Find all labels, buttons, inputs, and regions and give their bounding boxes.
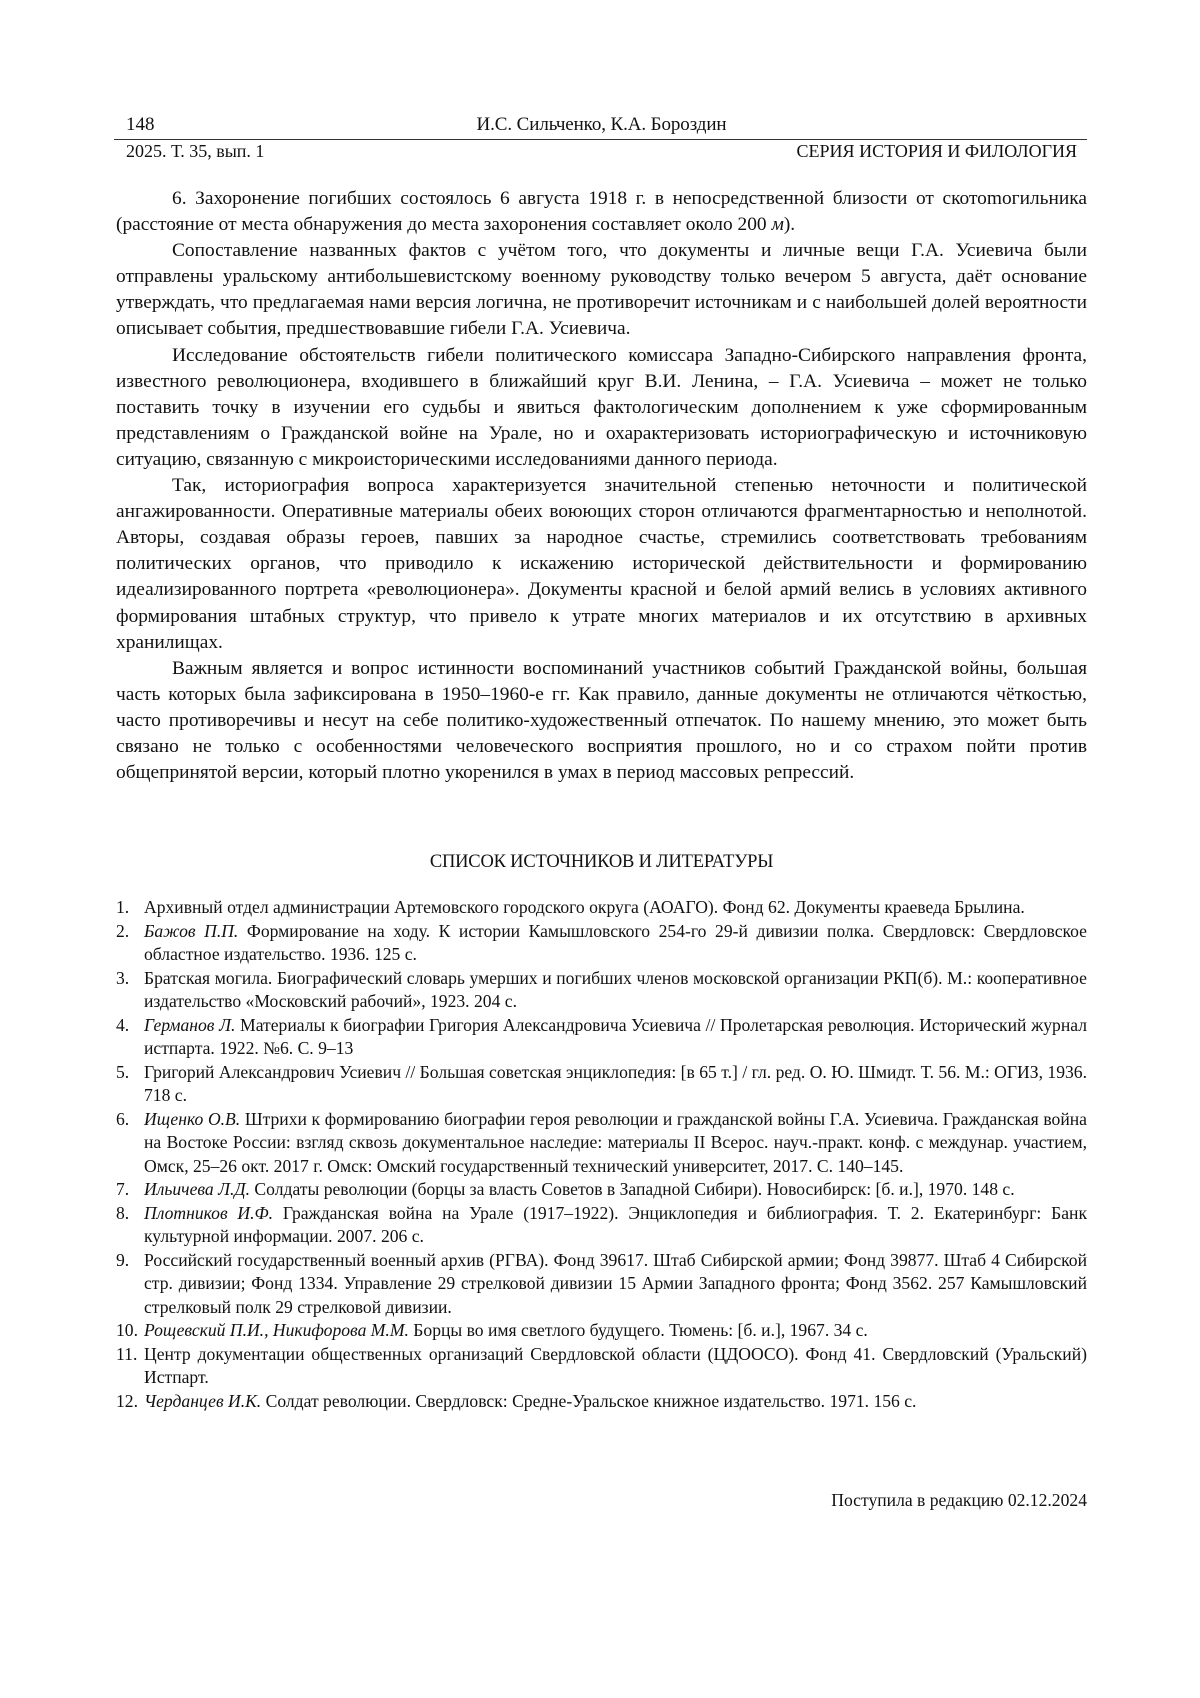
reference-author: Рощевский П.И., Никифорова М.М. (144, 1320, 409, 1340)
series-title: СЕРИЯ ИСТОРИЯ И ФИЛОЛОГИЯ (796, 141, 1077, 161)
reference-text: Борцы во имя светлого будущего. Тюмень: [б. и.], 1967. 34 с. (408, 1320, 868, 1340)
paragraph: Исследование обстоятельств гибели политического комиссара Западно-Сибирского направления фронта, известного революционера, входившего в ближайший круг В.И. Ленина, – Г.А. Усиевича – может не только поставить точку в изучении его судьбы и явиться фактологическим дополнением к уже сформированным представлениям о Гражданской войне на Урале, но и охарактеризовать историографическую и источниковую ситуацию, связанную с микроисторическими исследованиями данного периода. (116, 344, 1087, 470)
reference-number: 1. (116, 897, 130, 917)
reference-text: Российский государственный военный архив (РГВА). Фонд 39617. Штаб Сибирской армии; Фонд 39877. Штаб 4 Сибирской стр. дивизии; Фонд 1334. Управление 29 стрелковой дивизии 15 Армии Западного фронта; Фонд 3562. 257 Камышловский стрелковый полк 29 стрелковой дивизии. (144, 1249, 1087, 1317)
reference-item (116, 1390, 1087, 1414)
reference-item (116, 920, 1087, 967)
reference-text: Григорий Александрович Усиевич // Большая советская энциклопедия: [в 65 т.] / гл. ред. О. Ю. Шмидт. Т. 56. М.: ОГИЗ, 1936. 718 с. (144, 1061, 1087, 1105)
reference-item (116, 1249, 1087, 1320)
reference-number: 6. (116, 1108, 130, 1129)
page-number: 148 (126, 114, 155, 135)
reference-number: 5. (116, 1061, 130, 1082)
paragraph: Сопоставление названных фактов с учётом того, что документы и личные вещи Г.А. Усиевича были отправлены уральскому антибольшевистскому военному руководству только вечером 5 августа, даёт основание утверждать, что предлагаемая нами версия логична, не противоречит источникам и с наибольшей долей вероятности описывает события, предшествовавшие гибели Г.А. Усиевича. (116, 240, 1087, 340)
reference-item (116, 896, 1087, 920)
reference-text: Солдаты революции (борцы за власть Советов в Западной Сибири). Новосибирск: [б. и.], 1970. 148 с. (250, 1179, 1015, 1199)
reference-item (116, 1014, 1087, 1061)
paragraph: Важным является и вопрос истинности воспоминаний участников событий Гражданской войны, большая часть которых была зафиксирована в 1950–1960-е гг. Как правило, данные документы не отличаются чёткостью, часто противоречивы и несут на себе политико-художественный отпечаток. По нашему мнению, это может быть связано не только с особенностями человеческого восприятия прошлого, но и со страхом пойти против общепринятой версии, который плотно укоренился в умах в период массовых репрессий. (116, 657, 1087, 784)
reference-item (116, 1343, 1087, 1390)
reference-text: Центр документации общественных организаций Свердловской области (ЦДООСО). Фонд 41. Свердловский (Уральский) Истпарт. (144, 1343, 1087, 1387)
reference-number: 3. (116, 967, 130, 988)
reference-text: Архивный отдел администрации Артемовского городского округа (АОАГО). Фонд 62. Документы краеведа Брылина. (144, 897, 1025, 917)
reference-author: Бажов П.П. (144, 920, 239, 941)
reference-text: Гражданская война на Урале (1917–1922). Энциклопедия и библиография. Т. 2. Екатеринбург: Банк культурной информации. 2007. 206 с. (144, 1202, 1087, 1246)
reference-author: Плотников И.Ф. (144, 1202, 274, 1223)
article-body (116, 186, 1087, 786)
reference-author: Ильичева Л.Д. (144, 1179, 251, 1199)
references-list (116, 896, 1087, 1413)
unit-italic: м (771, 214, 784, 236)
reference-number: 12. (116, 1390, 138, 1411)
reference-text: Формирование на ходу. К истории Камышловского 254-го 29-й дивизии полка. Свердловск: Свердловское областное издательство. 1936. 125 с. (144, 920, 1087, 964)
references-heading: СПИСОК ИСТОЧНИКОВ И ЛИТЕРАТУРЫ (429, 852, 774, 872)
reference-number: 4. (116, 1014, 130, 1035)
reference-item (116, 1108, 1087, 1179)
reference-number: 9. (116, 1249, 130, 1270)
reference-item (116, 1319, 1087, 1343)
issue-info: 2025. Т. 35, вып. 1 (126, 141, 265, 161)
reference-number: 8. (116, 1202, 130, 1223)
paragraph: Так, историография вопроса характеризуется значительной степенью неточности и политической ангажированности. Оперативные материалы обеих воюющих сторон отличаются фрагментарностью и неполнотой. Авторы, создавая образы героев, павших за народное счастье, стремились соответствовать требованиям политических органов, что приводило к искажению исторической действительности и формированию идеализированного портрета «революционера». Документы красной и белой армий велись в условиях активного формирования штабных структур, что привело к утрате многих материалов и их отсутствию в архивных хранилищах. (116, 475, 1087, 653)
reference-text: Солдат революции. Свердловск: Средне-Уральское книжное издательство. 1971. 156 с. (261, 1390, 917, 1411)
reference-number: 2. (116, 920, 130, 941)
issue-line (116, 140, 1087, 162)
reference-number: 7. (116, 1179, 130, 1199)
reference-author: Ищенко О.В. (144, 1108, 241, 1129)
reference-text: Братская могила. Биографический словарь умерших и погибших членов московской организации РКП(б). М.: кооперативное издательство «Московский рабочий», 1923. 204 с. (144, 967, 1087, 1011)
reference-author: Германов Л. (144, 1014, 236, 1035)
reference-text: Материалы к биографии Григория Александровича Усиевича // Пролетарская революция. Исторический журнал истпарта. 1922. №6. С. 9–13 (144, 1014, 1087, 1058)
reference-number: 11. (116, 1343, 138, 1364)
reference-item (116, 1178, 1087, 1202)
paragraph: 6. Захоронение погибших состоялось 6 августа 1918 г. в непосредственной близости от скотоmогильника (расстояние от места обнаружения до места захоронения составляет около 200 м). (116, 188, 1087, 236)
running-head (116, 113, 1087, 137)
running-head-authors: И.С. Сильченко, К.А. Бороздин (476, 114, 727, 135)
reference-item (116, 967, 1087, 1014)
reference-item (116, 1202, 1087, 1249)
reference-author: Черданцев И.К. (144, 1390, 262, 1411)
reference-item (116, 1061, 1087, 1108)
reference-number: 10. (116, 1320, 138, 1340)
received-date-note: Поступила в редакцию 02.12.2024 (831, 1490, 1087, 1510)
reference-text: Штрихи к формированию биографии героя революции и гражданской войны Г.А. Усиевича. Гражданская война на Востоке России: взгляд сквозь документальное наследие: материалы II Всерос. науч.-практ. конф. с междунар. участием, Омск, 25–26 окт. 2017 г. Омск: Омский государственный технический университет, 2017. С. 140–145. (144, 1108, 1087, 1176)
